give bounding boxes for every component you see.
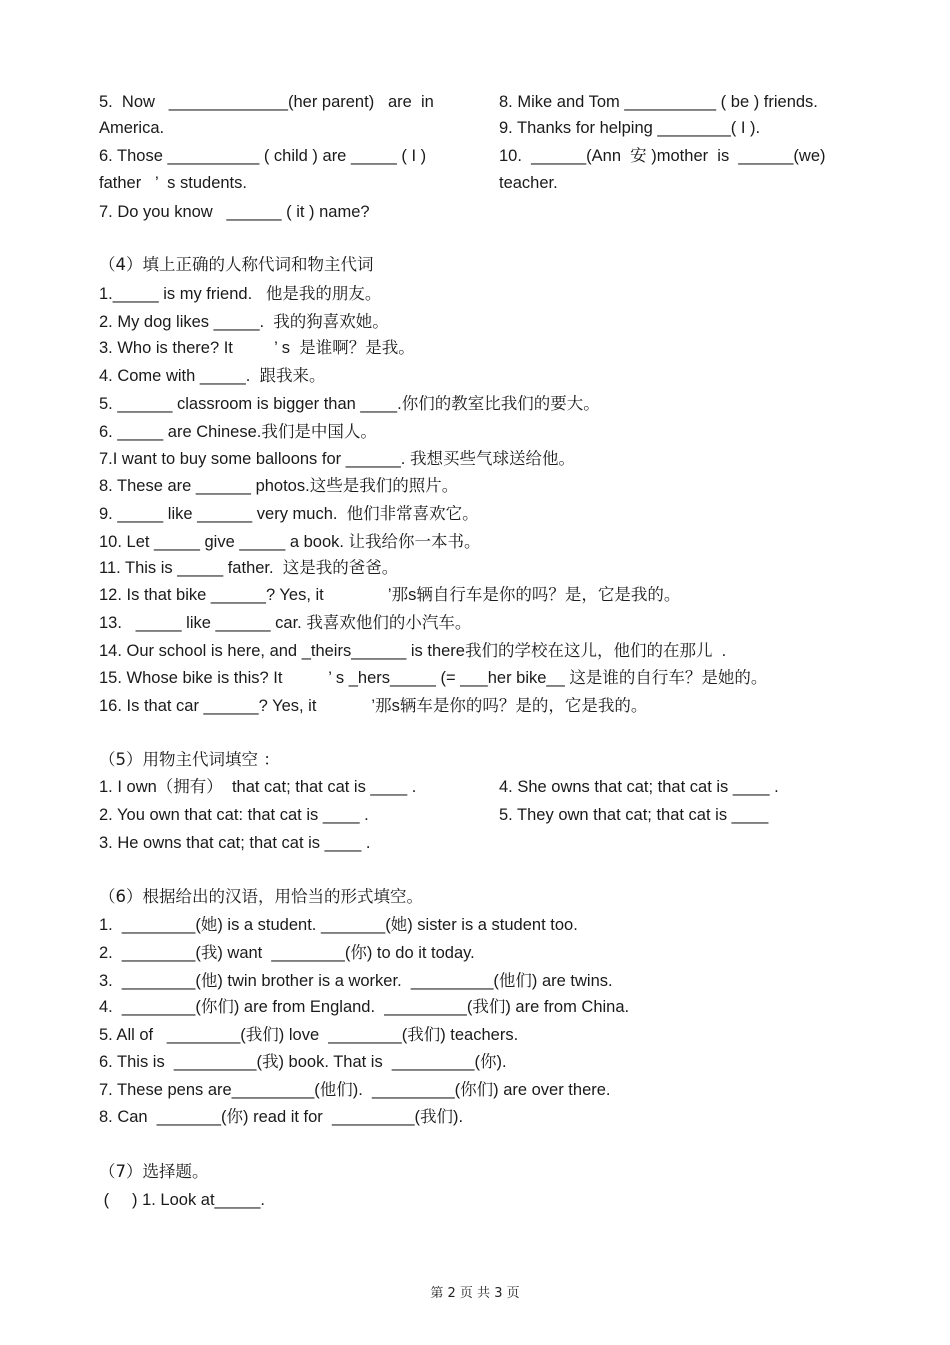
section-4-item: 16. Is that car ______? Yes, it ’那s辆车是你的吗？是的，它是我的。 xyxy=(99,697,648,715)
section-4-item: 14. Our school is here, and _theirs______ is there我们的学校在这儿，他们的在那儿 . xyxy=(99,642,727,660)
section-4-item: 5. ______ classroom is bigger than ____.你们的教室比我们的要大。 xyxy=(99,395,600,413)
top-left-line: 5. Now _____________(her parent) are in xyxy=(99,93,434,111)
section-4-item: 9. _____ like ______ very much. 他们非常喜欢它。 xyxy=(99,505,479,523)
top-right-line: teacher. xyxy=(499,174,558,192)
section-5-left-item: 1. I own（拥有） that cat; that cat is ____ . xyxy=(99,778,417,796)
section-5-right-item: 5. They own that cat; that cat is ____ xyxy=(499,806,769,824)
section-6-item: 4. ________(你们) are from England. _________(我们) are from China. xyxy=(99,998,630,1016)
top-right-line: 8. Mike and Tom __________ ( be ) friends. xyxy=(499,93,818,111)
section-6-title: （6）根据给出的汉语，用恰当的形式填空。 xyxy=(99,887,423,906)
top-left-line: America. xyxy=(99,119,165,137)
section-7-title: （7）选择题。 xyxy=(99,1162,209,1181)
section-4-item: 8. These are ______ photos.这些是我们的照片。 xyxy=(99,477,459,495)
section-4-item: 4. Come with _____. 跟我来。 xyxy=(99,367,326,385)
top-right-line: 10. ______(Ann 安 )mother is ______(we) xyxy=(499,147,826,165)
section-4-item: 6. _____ are Chinese.我们是中国人。 xyxy=(99,423,377,441)
section-4-item: 7.I want to buy some balloons for ______. 我想买些气球送给他。 xyxy=(99,450,575,468)
section-5-right-item: 4. She owns that cat; that cat is ____ . xyxy=(499,778,779,796)
section-4-item: 12. Is that bike ______? Yes, it ’那s辆自行车是你的吗？是，它是我的。 xyxy=(99,586,681,604)
section-5-title: （5）用物主代词填空 ： xyxy=(99,750,280,769)
section-6-item: 6. This is _________(我) book. That is _________(你). xyxy=(99,1053,507,1071)
section-6-item: 1. ________(她) is a student. _______(她) sister is a student too. xyxy=(99,916,578,934)
section-5-left-item: 2. You own that cat: that cat is ____ . xyxy=(99,806,369,824)
section-7-item: ( ) 1. Look at_____. xyxy=(99,1191,266,1209)
top-left-line: 6. Those __________ ( child ) are _____ ( I ) xyxy=(99,147,427,165)
section-4-item: 13. _____ like ______ car. 我喜欢他们的小汽车。 xyxy=(99,614,472,632)
page-footer: 第 2 页 共 3 页 xyxy=(430,1286,520,1301)
section-6-item: 5. All of ________(我们) love ________(我们) teachers. xyxy=(99,1026,519,1044)
section-4-item: 2. My dog likes _____. 我的狗喜欢她。 xyxy=(99,313,389,331)
section-4-item: 3. Who is there? It ’ s 是谁啊？是我。 xyxy=(99,339,415,357)
section-4-item: 10. Let _____ give _____ a book. 让我给你一本书。 xyxy=(99,533,481,551)
top-right-line: 9. Thanks for helping ________( I ). xyxy=(499,119,761,137)
section-6-item: 8. Can _______(你) read it for _________(我们). xyxy=(99,1108,464,1126)
section-6-item: 2. ________(我) want ________(你) to do it today. xyxy=(99,944,475,962)
section-5-left-item: 3. He owns that cat; that cat is ____ . xyxy=(99,834,371,852)
top-left-line: 7. Do you know ______ ( it ) name? xyxy=(99,203,370,221)
section-6-item: 7. These pens are_________(他们). _________(你们) are over there. xyxy=(99,1081,611,1099)
section-4-item: 1._____ is my friend. 他是我的朋友。 xyxy=(99,285,382,303)
section-4-item: 15. Whose bike is this? It ’ s _hers_____ (= ___her bike__ 这是谁的自行车？是她的。 xyxy=(99,669,768,687)
top-left-line: father ’ s students. xyxy=(99,174,247,192)
section-4-title: （4）填上正确的人称代词和物主代词 xyxy=(99,255,374,274)
section-4-item: 11. This is _____ father. 这是我的爸爸。 xyxy=(99,559,399,577)
section-6-item: 3. ________(他) twin brother is a worker. _________(他们) are twins. xyxy=(99,972,613,990)
